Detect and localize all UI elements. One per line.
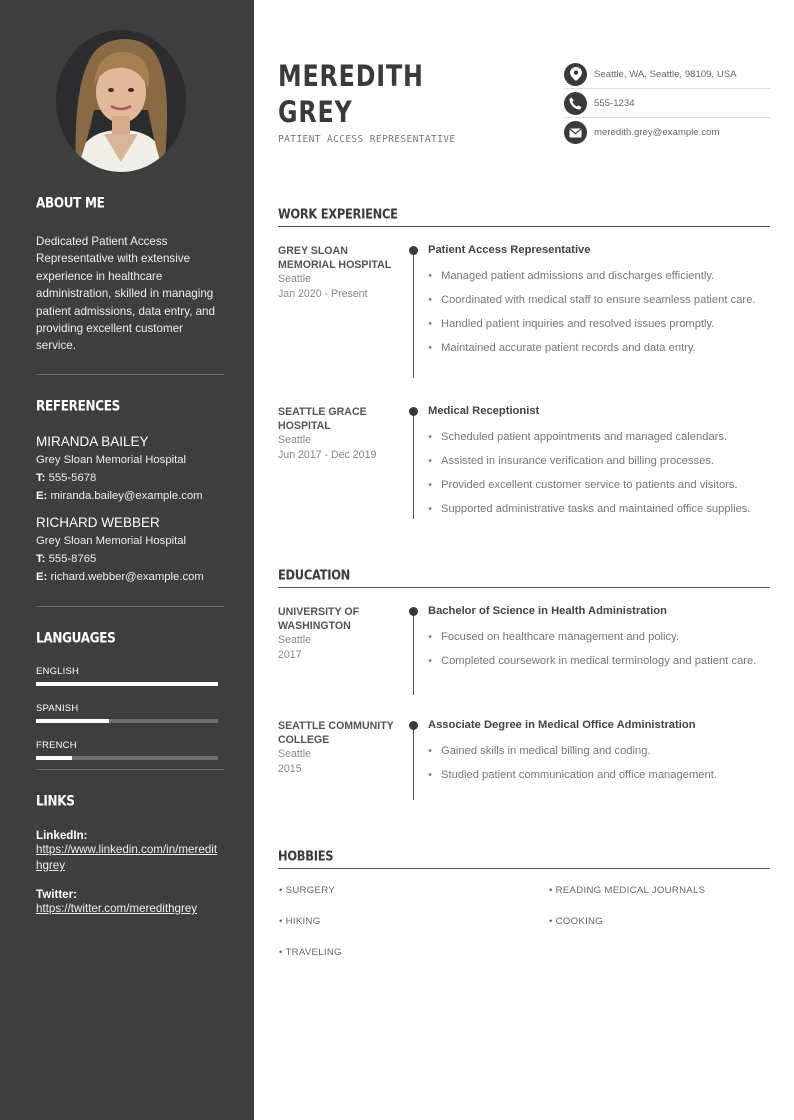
about-section xyxy=(36,195,224,355)
hobby-item: • READING MEDICAL JOURNALS xyxy=(549,885,706,896)
hobbies-title: HOBBIES xyxy=(278,848,770,869)
work-experience-title: WORK EXPERIENCE xyxy=(278,206,770,227)
link-item xyxy=(36,888,224,917)
bullet-item: • Managed patient admissions and discharges efficiently. xyxy=(428,268,770,284)
hobby-item: • COOKING xyxy=(549,916,604,927)
linkedin-link[interactable]: https://www.linkedin.com/in/meredithgrey xyxy=(36,843,218,872)
candidate-role: PATIENT ACCESS REPRESENTATIVE xyxy=(278,134,456,145)
about-text: Dedicated Patient Access Representative with extensive experience in healthcare administration, skilled in managing patient admissions, data entry, and providing excellent customer service. xyxy=(36,235,215,353)
language-bar-fill xyxy=(36,682,218,686)
references-title: REFERENCES xyxy=(36,398,120,415)
hobby-item: • SURGERY xyxy=(279,885,335,896)
hobby-item: • HIKING xyxy=(279,916,321,927)
language-item xyxy=(36,703,224,723)
email-text: meredith.grey@example.com xyxy=(594,127,720,138)
reference-item xyxy=(36,515,224,586)
name-line-2: GREY xyxy=(278,95,353,129)
language-item xyxy=(36,666,224,686)
divider xyxy=(36,606,224,607)
contact-address xyxy=(564,60,770,89)
languages-section xyxy=(36,630,224,760)
language-bar-fill xyxy=(36,719,109,723)
org-dates: Jan 2020 - Present xyxy=(278,288,368,300)
job-bullets xyxy=(428,429,770,525)
school-location: Seattle xyxy=(278,634,311,646)
bullet-item: • Focused on healthcare management and policy. xyxy=(428,629,770,645)
contact-email xyxy=(564,118,770,147)
email-label: E: xyxy=(36,571,48,583)
bullet-item: • Supported administrative tasks and maintained office supplies. xyxy=(428,501,770,517)
twitter-label: Twitter: xyxy=(36,888,78,901)
timeline-dot xyxy=(409,246,418,255)
timeline-line xyxy=(413,250,414,378)
org-name: SEATTLE GRACE HOSPITAL xyxy=(278,406,367,432)
language-item xyxy=(36,740,224,760)
bullet-item: • Gained skills in medical billing and coding. xyxy=(428,743,770,759)
timeline-line xyxy=(413,725,414,800)
reference-org: Grey Sloan Memorial Hospital xyxy=(36,454,187,466)
school xyxy=(278,719,398,777)
location-pin-icon xyxy=(564,63,587,86)
timeline-dot xyxy=(409,407,418,416)
language-name: ENGLISH xyxy=(36,666,80,677)
bullet-item: • Coordinated with medical staff to ensure seamless patient care. xyxy=(428,292,770,308)
profile-photo xyxy=(56,30,186,172)
degree-title: Associate Degree in Medical Office Administration xyxy=(428,719,696,731)
bullet-item: • Handled patient inquiries and resolved issues promptly. xyxy=(428,316,770,332)
about-title: ABOUT ME xyxy=(36,195,105,212)
sidebar xyxy=(0,0,254,1120)
linkedin-label: LinkedIn: xyxy=(36,829,88,842)
references-section xyxy=(36,398,224,586)
reference-phone: 555-5678 xyxy=(48,472,97,484)
language-bar-fill xyxy=(36,756,72,760)
org-name: GREY SLOAN MEMORIAL HOSPITAL xyxy=(278,245,392,271)
timeline-dot xyxy=(409,721,418,730)
org-location: Seattle xyxy=(278,434,311,446)
address-text: Seattle, WA, Seattle, 98109, USA xyxy=(594,68,737,80)
language-name: SPANISH xyxy=(36,703,79,714)
language-bar xyxy=(36,682,218,686)
language-name: FRENCH xyxy=(36,740,77,751)
twitter-link[interactable]: https://twitter.com/meredithgrey xyxy=(36,902,198,915)
language-bar xyxy=(36,756,218,760)
degree-bullets xyxy=(428,743,770,791)
org-location: Seattle xyxy=(278,273,311,285)
school xyxy=(278,605,398,663)
job-bullets xyxy=(428,268,770,364)
languages-title: LANGUAGES xyxy=(36,630,116,647)
divider xyxy=(36,374,224,375)
bullet-item: • Scheduled patient appointments and managed calendars. xyxy=(428,429,770,445)
divider xyxy=(36,769,224,770)
links-title: LINKS xyxy=(36,793,75,810)
link-item xyxy=(36,829,224,874)
reference-item xyxy=(36,434,224,505)
phone-text: 555-1234 xyxy=(594,97,635,109)
phone-icon xyxy=(564,92,587,115)
contact-phone xyxy=(564,89,770,118)
hobby-item: • TRAVELING xyxy=(279,947,342,958)
bullet-item: • Completed coursework in medical terminology and patient care. xyxy=(428,653,770,669)
phone-label: T: xyxy=(36,553,46,565)
degree-title: Bachelor of Science in Health Administration xyxy=(428,605,667,617)
bullet-item: • Studied patient communication and office management. xyxy=(428,767,770,783)
email-label: E: xyxy=(36,490,48,502)
school-name: UNIVERSITY OF WASHINGTON xyxy=(278,606,360,632)
reference-name: MIRANDA BAILEY xyxy=(36,434,149,449)
school-location: Seattle xyxy=(278,748,311,760)
job-title: Patient Access Representative xyxy=(428,244,591,256)
language-bar xyxy=(36,719,218,723)
school-name: SEATTLE COMMUNITY COLLEGE xyxy=(278,720,394,746)
reference-email: miranda.bailey@example.com xyxy=(50,490,203,502)
links-section xyxy=(36,793,224,917)
degree-bullets xyxy=(428,629,770,677)
reference-name: RICHARD WEBBER xyxy=(36,515,160,530)
timeline-dot xyxy=(409,607,418,616)
work-org xyxy=(278,244,398,302)
bullet-item: • Maintained accurate patient records and data entry. xyxy=(428,340,770,356)
job-title: Medical Receptionist xyxy=(428,405,540,417)
phone-label: T: xyxy=(36,472,46,484)
org-dates: Jun 2017 - Dec 2019 xyxy=(278,449,377,461)
reference-phone: 555-8765 xyxy=(48,553,97,565)
reference-email: richard.webber@example.com xyxy=(50,571,204,583)
school-year: 2017 xyxy=(278,649,302,661)
timeline-line xyxy=(413,411,414,519)
timeline-line xyxy=(413,611,414,695)
school-year: 2015 xyxy=(278,763,302,775)
bullet-item: • Provided excellent customer service to patients and visitors. xyxy=(428,477,770,493)
education-title: EDUCATION xyxy=(278,567,770,588)
email-icon xyxy=(564,121,587,144)
name-line-1: MEREDITH xyxy=(278,59,424,93)
reference-org: Grey Sloan Memorial Hospital xyxy=(36,535,187,547)
work-org xyxy=(278,405,398,463)
portrait-illustration xyxy=(56,30,186,172)
bullet-item: • Assisted in insurance verification and billing processes. xyxy=(428,453,770,469)
candidate-name xyxy=(278,58,424,130)
